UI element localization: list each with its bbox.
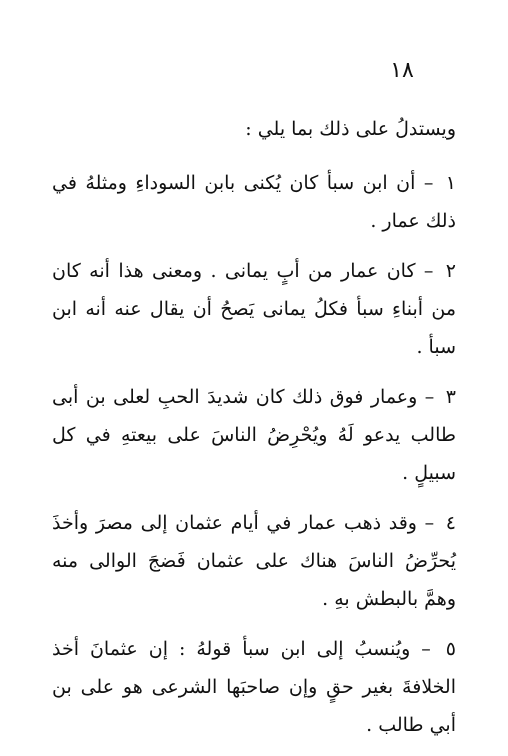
item-number: ٤ (445, 512, 457, 534)
item-number: ١ (445, 172, 456, 194)
list-item (52, 164, 456, 240)
item-number: ٥ (445, 638, 456, 660)
list-item (52, 252, 456, 366)
item-text: – وعمار فوق ذلك كان شديدَ الحبِ لعلى بن أبى طالب يدعو لَهُ ويُحْرِضُ الناسَ على بيعتهِ في كل سبيلٍ . (52, 386, 456, 484)
page-text (52, 110, 456, 756)
item-text: – كان عمار من أبٍ يمانى . ومعنى هذا أنه كان من أبناءِ سبأ فكلُ يمانى يَصحُ أن يقال عنه أنه ابن سبأ . (52, 260, 456, 358)
list-item (52, 630, 456, 744)
item-number: ٣ (445, 386, 456, 408)
page-number: ١٨ (390, 58, 414, 83)
intro-paragraph: ويستدلُ على ذلك بما يلي : (245, 118, 456, 140)
list-item (52, 504, 456, 618)
item-text: – وقد ذهب عمار في أيام عثمان إلى مصرَ وأخذَ يُحرِّضُ الناسَ هناك على عثمان فَضجَ الوالى منه وهمَّ بالبطش بهِ . (52, 512, 456, 610)
item-text: – ويُنسبُ إلى ابن سبأ قولهُ : إن عثمانَ أخذ الخلافةَ بغير حقٍ وإن صاحبَها الشرعى هو على بن أبي طالب . (52, 638, 456, 736)
item-text: – أن ابن سبأ كان يُكنى بابن السوداءِ ومثلهُ في ذلك عمار . (52, 172, 456, 232)
item-number: ٢ (445, 260, 456, 282)
list-item (52, 378, 456, 492)
